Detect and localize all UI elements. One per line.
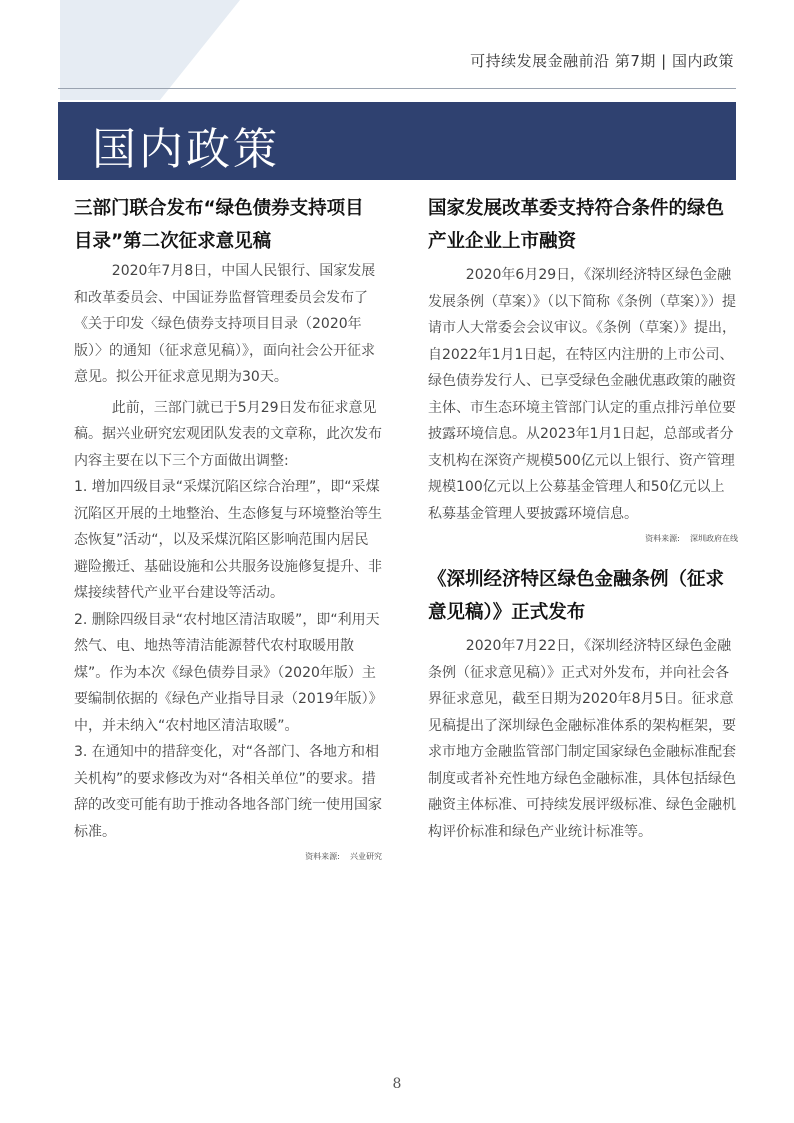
left-article-title: 三部门联合发布“绿色债券支持项目目录”第二次征求意见稿 xyxy=(74,198,364,252)
corner-decoration xyxy=(0,0,240,100)
left-item-1: 1. 增加四级目录“采煤沉陷区综合治理”，即“采煤沉陷区开展的土地整治、生态修复与环境整治等生态恢复”活动“，以及采煤沉陷区影响范围内居民避险搬迁、基础设施和公共服务设施修复提升、非煤接续替代产业平台建设等活动。 xyxy=(74,479,382,601)
left-item-2: 2. 删除四级目录“农村地区清洁取暖”，即“利用天然气、电、地热等清洁能源替代农村取暖用散煤”。作为本次《绿色债券目录》（2020年版）主要编制依据的《绿色产业指导目录（2019年版）》中，并未纳入“农村地区清洁取暖”。 xyxy=(74,611,380,734)
running-header: 可持续发展金融前沿 第7期 | 国内政策 xyxy=(470,52,734,70)
section-title: 国内政策 xyxy=(92,124,280,175)
article-spacer xyxy=(428,545,738,563)
left-paragraph-1: 2020年7月8日，中国人民银行、国家发展和改革委员会、中国证券监督管理委员会发布了《关于印发〈绿色债券支持项目目录（2020年版）〉的通知（征求意见稿）》，面向社会公开征求意见。拟公开征求意见期为30天。 xyxy=(74,263,376,385)
right-article-1-title: 国家发展改革委支持符合条件的绿色产业企业上市融资 xyxy=(428,198,725,252)
right-article-2-title: 《深圳经济特区绿色金融条例（征求意见稿）》正式发布 xyxy=(428,569,725,623)
right-column xyxy=(428,192,738,845)
left-column xyxy=(74,192,382,863)
right-article-1-paragraph: 2020年6月29日，《深圳经济特区绿色金融发展条例（草案）》（以下简称《条例（草案）》）提请市人大常委会会议审议。《条例（草案）》提出，自2022年1月1日起，在特区内注册的上市公司、绿色债券发行人、已享受绿色金融优惠政策的融资主体、市生态环境主管部门认定的重点排污单位要披露环境信息。从2023年1月1日起，总部或者分支机构在深资产规模500亿元以上银行、资产管理规模100亿元以上公募基金管理人和50亿元以上私募基金管理人要披露环境信息。 xyxy=(428,267,736,522)
right-article-2-paragraph: 2020年7月22日，《深圳经济特区绿色金融条例（征求意见稿）》正式对外发布，并向社会各界征求意见，截至日期为2020年8月5日。征求意见稿提出了深圳绿色金融标准体系的架构框架，要求市地方金融监管部门制定国家绿色金融标准配套制度或者补充性地方绿色金融标准，具体包括绿色融资主体标准、可持续发展评级标准、绿色金融机构评价标准和绿色产业统计标准等。 xyxy=(428,638,736,840)
left-item-3: 3. 在通知中的措辞变化，对“各部门、各地方和相关机构”的要求修改为对“各相关单位”的要求。措辞的改变可能有助于推动各地各部门统一使用国家标准。 xyxy=(74,744,382,840)
left-source-note: 资料来源: 兴业研究 xyxy=(305,852,382,861)
right-article-1-source-note: 资料来源: 深圳政府在线 xyxy=(645,534,738,543)
page-number: 8 xyxy=(392,1076,402,1092)
header-divider xyxy=(58,88,736,89)
section-banner xyxy=(58,102,736,180)
left-paragraph-2: 此前，三部门就已于5月29日发布征求意见稿。据兴业研究宏观团队发表的文章称，此次发布内容主要在以下三个方面做出调整: xyxy=(74,399,382,469)
